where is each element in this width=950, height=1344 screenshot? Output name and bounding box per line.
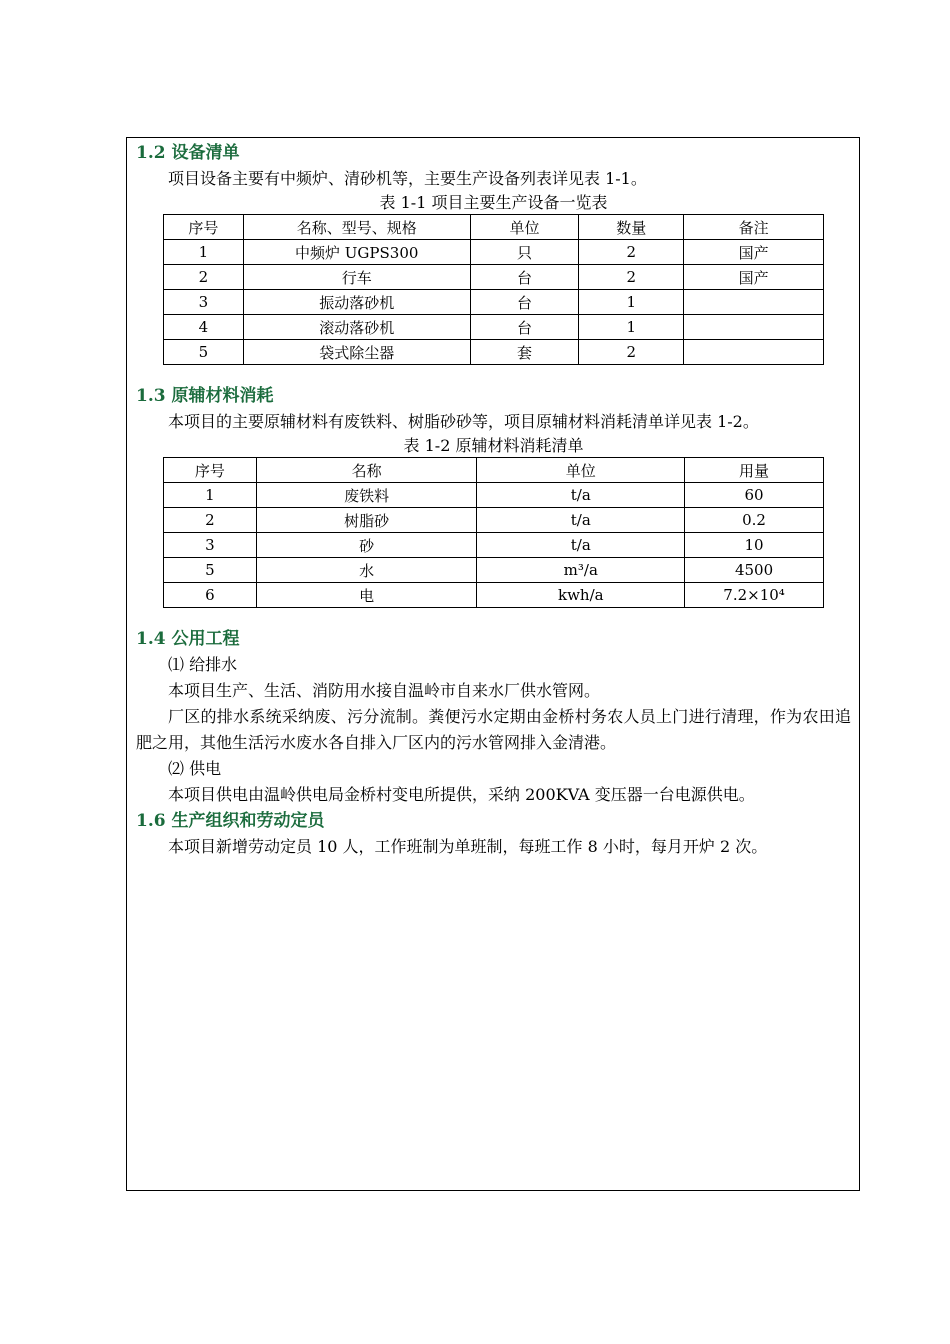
table-cell: 台 <box>470 265 579 290</box>
paragraph-staffing: 本项目新增劳动定员 10 人，工作班制为单班制，每班工作 8 小时，每月开炉 2 次。 <box>168 837 768 856</box>
heading-1-6: 1.6 生产组织和劳动定员 <box>136 811 325 831</box>
table-cell: 树脂砂 <box>256 508 477 533</box>
table-cell: t/a <box>477 483 685 508</box>
table-cell: 6 <box>164 583 257 608</box>
header-cell: 用量 <box>685 458 824 483</box>
table-cell: 60 <box>685 483 824 508</box>
table-cell: m³/a <box>477 558 685 583</box>
table-cell: 振动落砂机 <box>243 290 470 315</box>
table-cell <box>684 290 824 315</box>
table-cell: 2 <box>579 340 684 365</box>
table-cell: 台 <box>470 290 579 315</box>
table-cell: 套 <box>470 340 579 365</box>
table-cell: 行车 <box>243 265 470 290</box>
document-content <box>136 140 851 860</box>
heading-1-3: 1.3 原辅材料消耗 <box>136 386 274 406</box>
table-cell: 滚动落砂机 <box>243 315 470 340</box>
paragraph-equipment-intro: 项目设备主要有中频炉、清砂机等，主要生产设备列表详见表 1-1。 <box>168 169 647 188</box>
table-cell: 7.2×10⁴ <box>685 583 824 608</box>
equipment-table <box>163 214 824 365</box>
table-cell: 中频炉 UGPS300 <box>243 240 470 265</box>
table-cell: 废铁料 <box>256 483 477 508</box>
table-cell: 10 <box>685 533 824 558</box>
table-cell <box>684 340 824 365</box>
table-row <box>164 558 824 583</box>
table-header-row <box>164 215 824 240</box>
table-row <box>164 265 824 290</box>
header-cell: 单位 <box>477 458 685 483</box>
table-row <box>164 533 824 558</box>
table-cell: 1 <box>164 240 244 265</box>
document-frame <box>126 137 860 1191</box>
table-cell: 电 <box>256 583 477 608</box>
table-cell: 2 <box>164 508 257 533</box>
table-cell: 袋式除尘器 <box>243 340 470 365</box>
header-cell: 名称 <box>256 458 477 483</box>
table-cell: 1 <box>579 315 684 340</box>
table-cell: 4 <box>164 315 244 340</box>
table-cell: 2 <box>579 265 684 290</box>
paragraph-drainage: 厂区的排水系统采纳废、污分流制。粪便污水定期由金桥村务农人员上门进行清理，作为农田追肥之用，其他生活污水废水各自排入厂区内的污水管网排入金清港。 <box>136 707 851 752</box>
header-cell: 数量 <box>579 215 684 240</box>
table-cell: kwh/a <box>477 583 685 608</box>
table-cell: 0.2 <box>685 508 824 533</box>
paragraph-power: 本项目供电由温岭供电局金桥村变电所提供，采纳 200KVA 变压器一台电源供电。 <box>168 785 755 804</box>
header-cell: 序号 <box>164 215 244 240</box>
table-cell: t/a <box>477 533 685 558</box>
table-1-1-caption: 表 1-1 项目主要生产设备一览表 <box>379 193 608 212</box>
table-row <box>164 583 824 608</box>
paragraph-materials-intro: 本项目的主要原辅材料有废铁料、树脂砂砂等，项目原辅材料消耗清单详见表 1-2。 <box>168 412 759 431</box>
header-cell: 单位 <box>470 215 579 240</box>
heading-1-2: 1.2 设备清单 <box>136 143 240 163</box>
subheading-power-supply: ⑵ 供电 <box>168 759 222 778</box>
table-row <box>164 240 824 265</box>
table-cell: 水 <box>256 558 477 583</box>
header-cell: 序号 <box>164 458 257 483</box>
table-cell: 台 <box>470 315 579 340</box>
paragraph-water-source: 本项目生产、生活、消防用水接自温岭市自来水厂供水管网。 <box>168 681 601 700</box>
table-cell: 砂 <box>256 533 477 558</box>
table-row <box>164 290 824 315</box>
header-cell: 备注 <box>684 215 824 240</box>
table-cell: 只 <box>470 240 579 265</box>
heading-1-4: 1.4 公用工程 <box>136 629 240 649</box>
table-cell: 2 <box>579 240 684 265</box>
table-cell: 3 <box>164 533 257 558</box>
table-row <box>164 508 824 533</box>
table-cell: 5 <box>164 558 257 583</box>
table-cell: 国产 <box>684 265 824 290</box>
header-cell: 名称、型号、规格 <box>243 215 470 240</box>
table-cell: 3 <box>164 290 244 315</box>
table-1-2-caption: 表 1-2 原辅材料消耗清单 <box>403 436 584 455</box>
table-cell: 国产 <box>684 240 824 265</box>
table-cell <box>684 315 824 340</box>
table-cell: 1 <box>164 483 257 508</box>
table-header-row <box>164 458 824 483</box>
table-cell: 1 <box>579 290 684 315</box>
table-cell: 5 <box>164 340 244 365</box>
subheading-water-supply: ⑴ 给排水 <box>168 655 238 674</box>
table-row <box>164 483 824 508</box>
materials-table <box>163 457 824 608</box>
table-cell: 4500 <box>685 558 824 583</box>
table-row <box>164 315 824 340</box>
table-cell: t/a <box>477 508 685 533</box>
table-row <box>164 340 824 365</box>
table-cell: 2 <box>164 265 244 290</box>
